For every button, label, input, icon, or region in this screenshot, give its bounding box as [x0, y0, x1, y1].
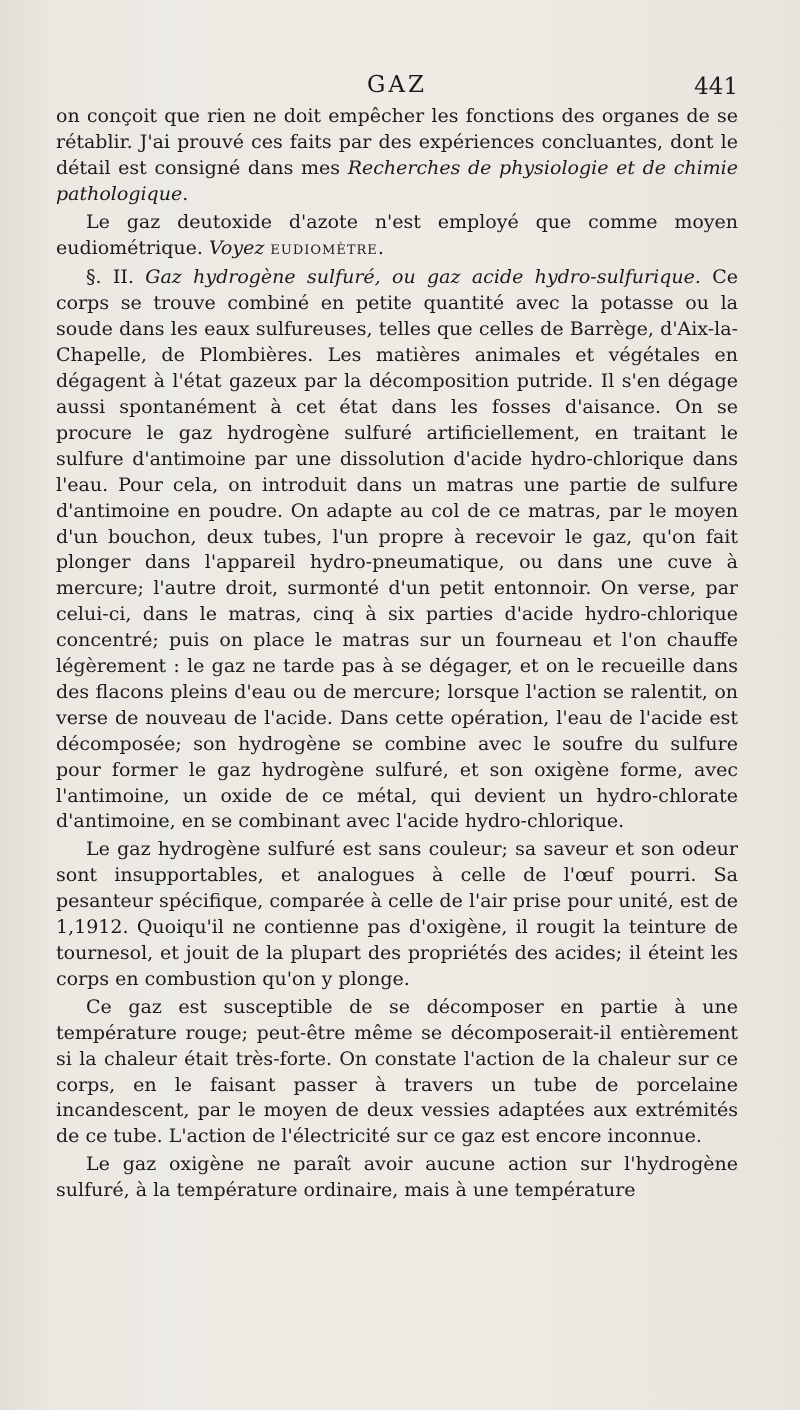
page-header [56, 72, 738, 106]
page-number: 441 [694, 74, 738, 100]
paragraph-6-text: Le gaz oxigène ne paraît avoir aucune action sur l'hydrogène sulfuré, à la température ordinaire, mais à une température [56, 1153, 738, 1202]
paragraph-2-text: Le gaz deutoxide d'azote n'est employé que comme moyen eudiométrique. [56, 210, 738, 259]
paragraph-2-cross-reference: EUDIOMÈTRE [270, 242, 378, 258]
paragraph-2 [56, 210, 738, 264]
paragraph-1-book-title: Recherches de physiologie et de chimie pathologique [56, 156, 738, 205]
paragraph-1 [56, 104, 738, 208]
paragraph-2-voyez: Voyez [208, 236, 265, 259]
paragraph-5 [56, 995, 738, 1150]
paragraph-2-end: . [377, 236, 384, 259]
paragraph-6 [56, 1152, 738, 1204]
paragraph-3 [56, 265, 738, 835]
paragraph-3-text: Ce corps se trouve combiné en petite quantité avec la potasse ou la soude dans les eaux sulfureuses, telles que celles de Barrège, d'Aix-la-Chapelle, de Plombières. Les matières animales et végétales en dégagent à l'état gazeux par la décomposition putride. Il s'en dégage aussi spontanément à cet état dans les fosses d'aisance. On se procure le gaz hydrogène sulfuré artificiellement, en traitant le sulfure d'antimoine par une dissolution d'acide hydro-chlorique dans l'eau. Pour cela, on introduit dans un matras une partie de sulfure d'antimoine en poudre. On adapte au col de ce matras, par le moyen d'un bouchon, deux tubes, l'un propre à recevoir le gaz, qu'on fait plonger dans l'appareil hydro-pneumatique, ou dans une cuve à mercure; l'autre droit, surmonté d'un petit entonnoir. On verse, par celui-ci, dans le matras, cinq à six parties d'acide hydro-chlorique concentré; puis on place le matras sur un fourneau et l'on chauffe légèrement : le gaz ne tarde pas à se dégager, et on le recueille dans des flacons pleins d'eau ou de mercure; lorsque l'action se ralentit, on verse de nouveau de l'acide. Dans cette opération, l'eau de l'acide est décomposée; son hydrogène se combine avec le soufre du sulfure pour former le gaz hydrogène sulfuré, et son oxigène forme, avec l'antimoine, un oxide de ce métal, qui devient un hydro-chlorate d'antimoine, en se combinant avec l'acide hydro-chlorique. [56, 266, 739, 833]
section-title: Gaz hydrogène sulfuré, ou gaz acide hydro-sulfurique. [145, 266, 701, 289]
paragraph-4-text: Le gaz hydrogène sulfuré est sans couleur; sa saveur et son odeur sont insupportables, et analogues à celle de l'œuf pourri. Sa pesanteur spécifique, comparée à celle de l'air prise pour unité, est de 1,1912. Quoiqu'il ne contienne pas d'oxigène, il rougit la teinture de tournesol, et jouit de la plupart des propriétés des acides; il éteint les corps en combustion qu'on y plonge. [56, 838, 738, 990]
body-text [56, 104, 738, 1206]
paragraph-1-text: on conçoit que rien ne doit empêcher les fonctions des organes de se rétablir. J'ai prouvé ces faits par des expériences concluantes, dont le détail est consigné dans mes [56, 105, 738, 179]
running-head: GAZ [367, 72, 427, 98]
paragraph-5-text: Ce gaz est susceptible de se décomposer en partie à une température rouge; peut-être même se décomposerait-il entièrement si la chaleur était très-forte. On constate l'action de la chaleur sur ce corps, en le faisant passer à travers un tube de porcelaine incandescent, par le moyen de deux vessies adaptées aux extrémités de ce tube. L'action de l'électricité sur ce gaz est encore inconnue. [56, 995, 738, 1148]
section-number: §. II. [86, 266, 146, 289]
paragraph-4 [56, 837, 738, 992]
paragraph-1-end: . [182, 182, 189, 205]
